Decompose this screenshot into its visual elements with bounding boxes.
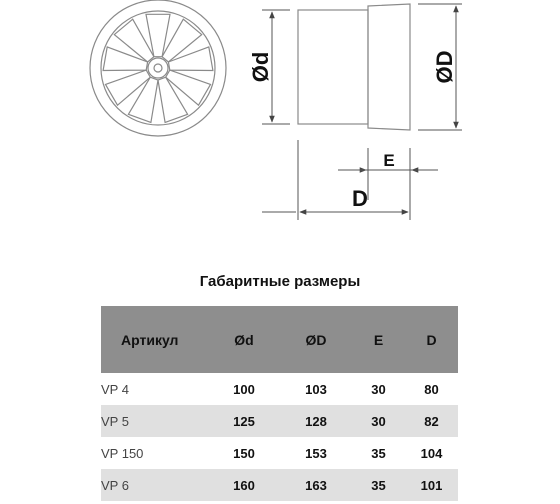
cell-e: 30 <box>352 405 405 437</box>
cell-d: 80 <box>424 381 439 397</box>
cell-e: 30 <box>371 381 386 397</box>
cell-big-d: 128 <box>280 405 352 437</box>
table-title: Габаритные размеры <box>199 273 361 290</box>
fan-front-view <box>90 0 226 136</box>
column-header-d: D <box>405 306 458 373</box>
fan-dimension-drawing <box>0 0 560 250</box>
cell-small-d: 150 <box>233 445 255 461</box>
cell-small-d: 125 <box>208 405 280 437</box>
cell-e: 35 <box>371 445 386 461</box>
cell-article: VP 6 <box>101 469 208 501</box>
column-header-article: Артикул <box>101 306 208 373</box>
dimensions-table <box>101 306 458 501</box>
table-header-row <box>101 306 458 373</box>
column-header-big-d: ØD <box>280 306 352 373</box>
fan-blade <box>103 47 148 71</box>
table-row <box>101 405 458 437</box>
cell-d: 82 <box>405 405 458 437</box>
fan-side-view <box>298 4 410 130</box>
label-e: E <box>383 151 395 170</box>
label-small-d: Ød <box>248 51 273 83</box>
table-row <box>101 469 458 501</box>
cell-big-d: 103 <box>305 381 327 397</box>
cell-small-d: 100 <box>233 381 255 397</box>
label-big-d: ØD <box>432 50 457 84</box>
column-header-small-d: Ød <box>208 306 280 373</box>
fan-blade <box>146 14 170 56</box>
cell-article: VP 4 <box>101 381 129 397</box>
table-row <box>101 437 458 469</box>
cell-d: 104 <box>420 445 443 461</box>
table-row <box>101 373 458 405</box>
cell-article: VP 5 <box>101 405 208 437</box>
cell-e: 35 <box>352 469 405 501</box>
column-header-e: E <box>352 306 405 373</box>
cell-big-d: 163 <box>280 469 352 501</box>
label-d: D <box>352 186 368 211</box>
cell-article: VP 150 <box>101 445 144 461</box>
cell-big-d: 153 <box>305 445 327 461</box>
cell-d: 101 <box>405 469 458 501</box>
fan-blade <box>168 47 213 71</box>
cell-small-d: 160 <box>208 469 280 501</box>
